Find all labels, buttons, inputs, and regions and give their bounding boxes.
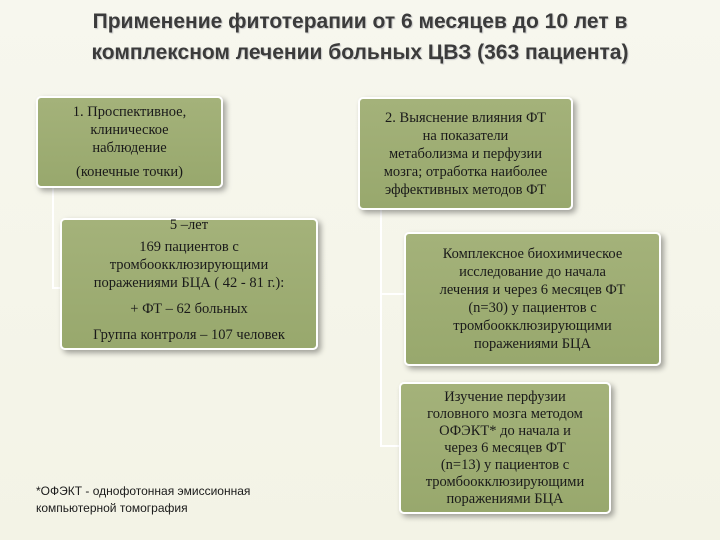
connector-right-horizontal-1 bbox=[380, 293, 406, 295]
connector-left-vertical bbox=[52, 186, 54, 288]
box1-line-3: наблюдение bbox=[92, 140, 167, 156]
box4-line-2: исследование до начала bbox=[459, 264, 606, 280]
footnote bbox=[36, 483, 336, 517]
box2-line-5: эффективных методов ФТ bbox=[384, 181, 547, 198]
box4-line-3: лечения и через 6 месяцев ФТ bbox=[439, 282, 626, 298]
footnote-line-1: *ОФЭКТ - однофотонная эмиссионная bbox=[36, 484, 251, 498]
box1-line-1: 1. Проспективное, bbox=[72, 104, 187, 120]
box3-line-5: Группа контроля – 107 человек bbox=[93, 327, 285, 343]
title-line-1: Применение фитотерапии от 6 месяцев до 10 лет в bbox=[92, 10, 628, 33]
box-perfusion-study bbox=[399, 382, 611, 514]
connector-right-horizontal-2 bbox=[380, 445, 400, 447]
footnote-line-2: компьютерной томография bbox=[36, 501, 188, 515]
page-title bbox=[0, 6, 720, 68]
box-prospective-observation bbox=[36, 96, 223, 188]
box5-line-2: головного мозга методом bbox=[427, 405, 583, 422]
box5-line-1: Изучение перфузии bbox=[444, 388, 566, 405]
box-patient-groups bbox=[60, 218, 318, 350]
box2-line-1: 2. Выяснение влияния ФТ bbox=[385, 109, 546, 126]
box4-line-4: (n=30) у пациентов с bbox=[468, 300, 597, 316]
box2-line-4: мозга; отработка наиболее bbox=[383, 163, 548, 180]
box3-line-2: тромбоокклюзирующими bbox=[109, 257, 269, 273]
box1-line-4: (конечные точки) bbox=[75, 164, 184, 180]
title-line-2: комплексном лечении больных ЦВЗ (363 пациента) bbox=[91, 41, 629, 64]
box3-period: 5 –лет bbox=[169, 217, 209, 233]
box5-line-5: (n=13) у пациентов с bbox=[440, 456, 570, 473]
box4-line-1: Комплексное биохимическое bbox=[442, 246, 623, 262]
box5-line-7: поражениями БЦА bbox=[446, 490, 564, 507]
box5-line-6: тромбоокклюзирующими bbox=[425, 473, 585, 490]
box2-line-3: метаболизма и перфузии bbox=[388, 145, 542, 162]
box5-line-4: через 6 месяцев ФТ bbox=[444, 439, 566, 456]
box4-line-6: поражениями БЦА bbox=[474, 336, 591, 352]
box5-line-3: ОФЭКТ* до начала и bbox=[439, 422, 571, 439]
box2-line-2: на показатели bbox=[422, 127, 509, 144]
box-phytotherapy-effects bbox=[358, 97, 573, 210]
box4-line-5: тромбоокклюзирующими bbox=[453, 318, 612, 334]
connector-right-vertical bbox=[380, 208, 382, 446]
box3-line-4: + ФТ – 62 больных bbox=[130, 301, 248, 317]
box1-line-2: клиническое bbox=[90, 122, 169, 138]
box3-line-1: 169 пациентов с bbox=[139, 239, 239, 255]
box3-line-3: поражениями БЦА ( 42 - 81 г.): bbox=[93, 275, 285, 291]
box-biochemical-study bbox=[404, 232, 661, 366]
